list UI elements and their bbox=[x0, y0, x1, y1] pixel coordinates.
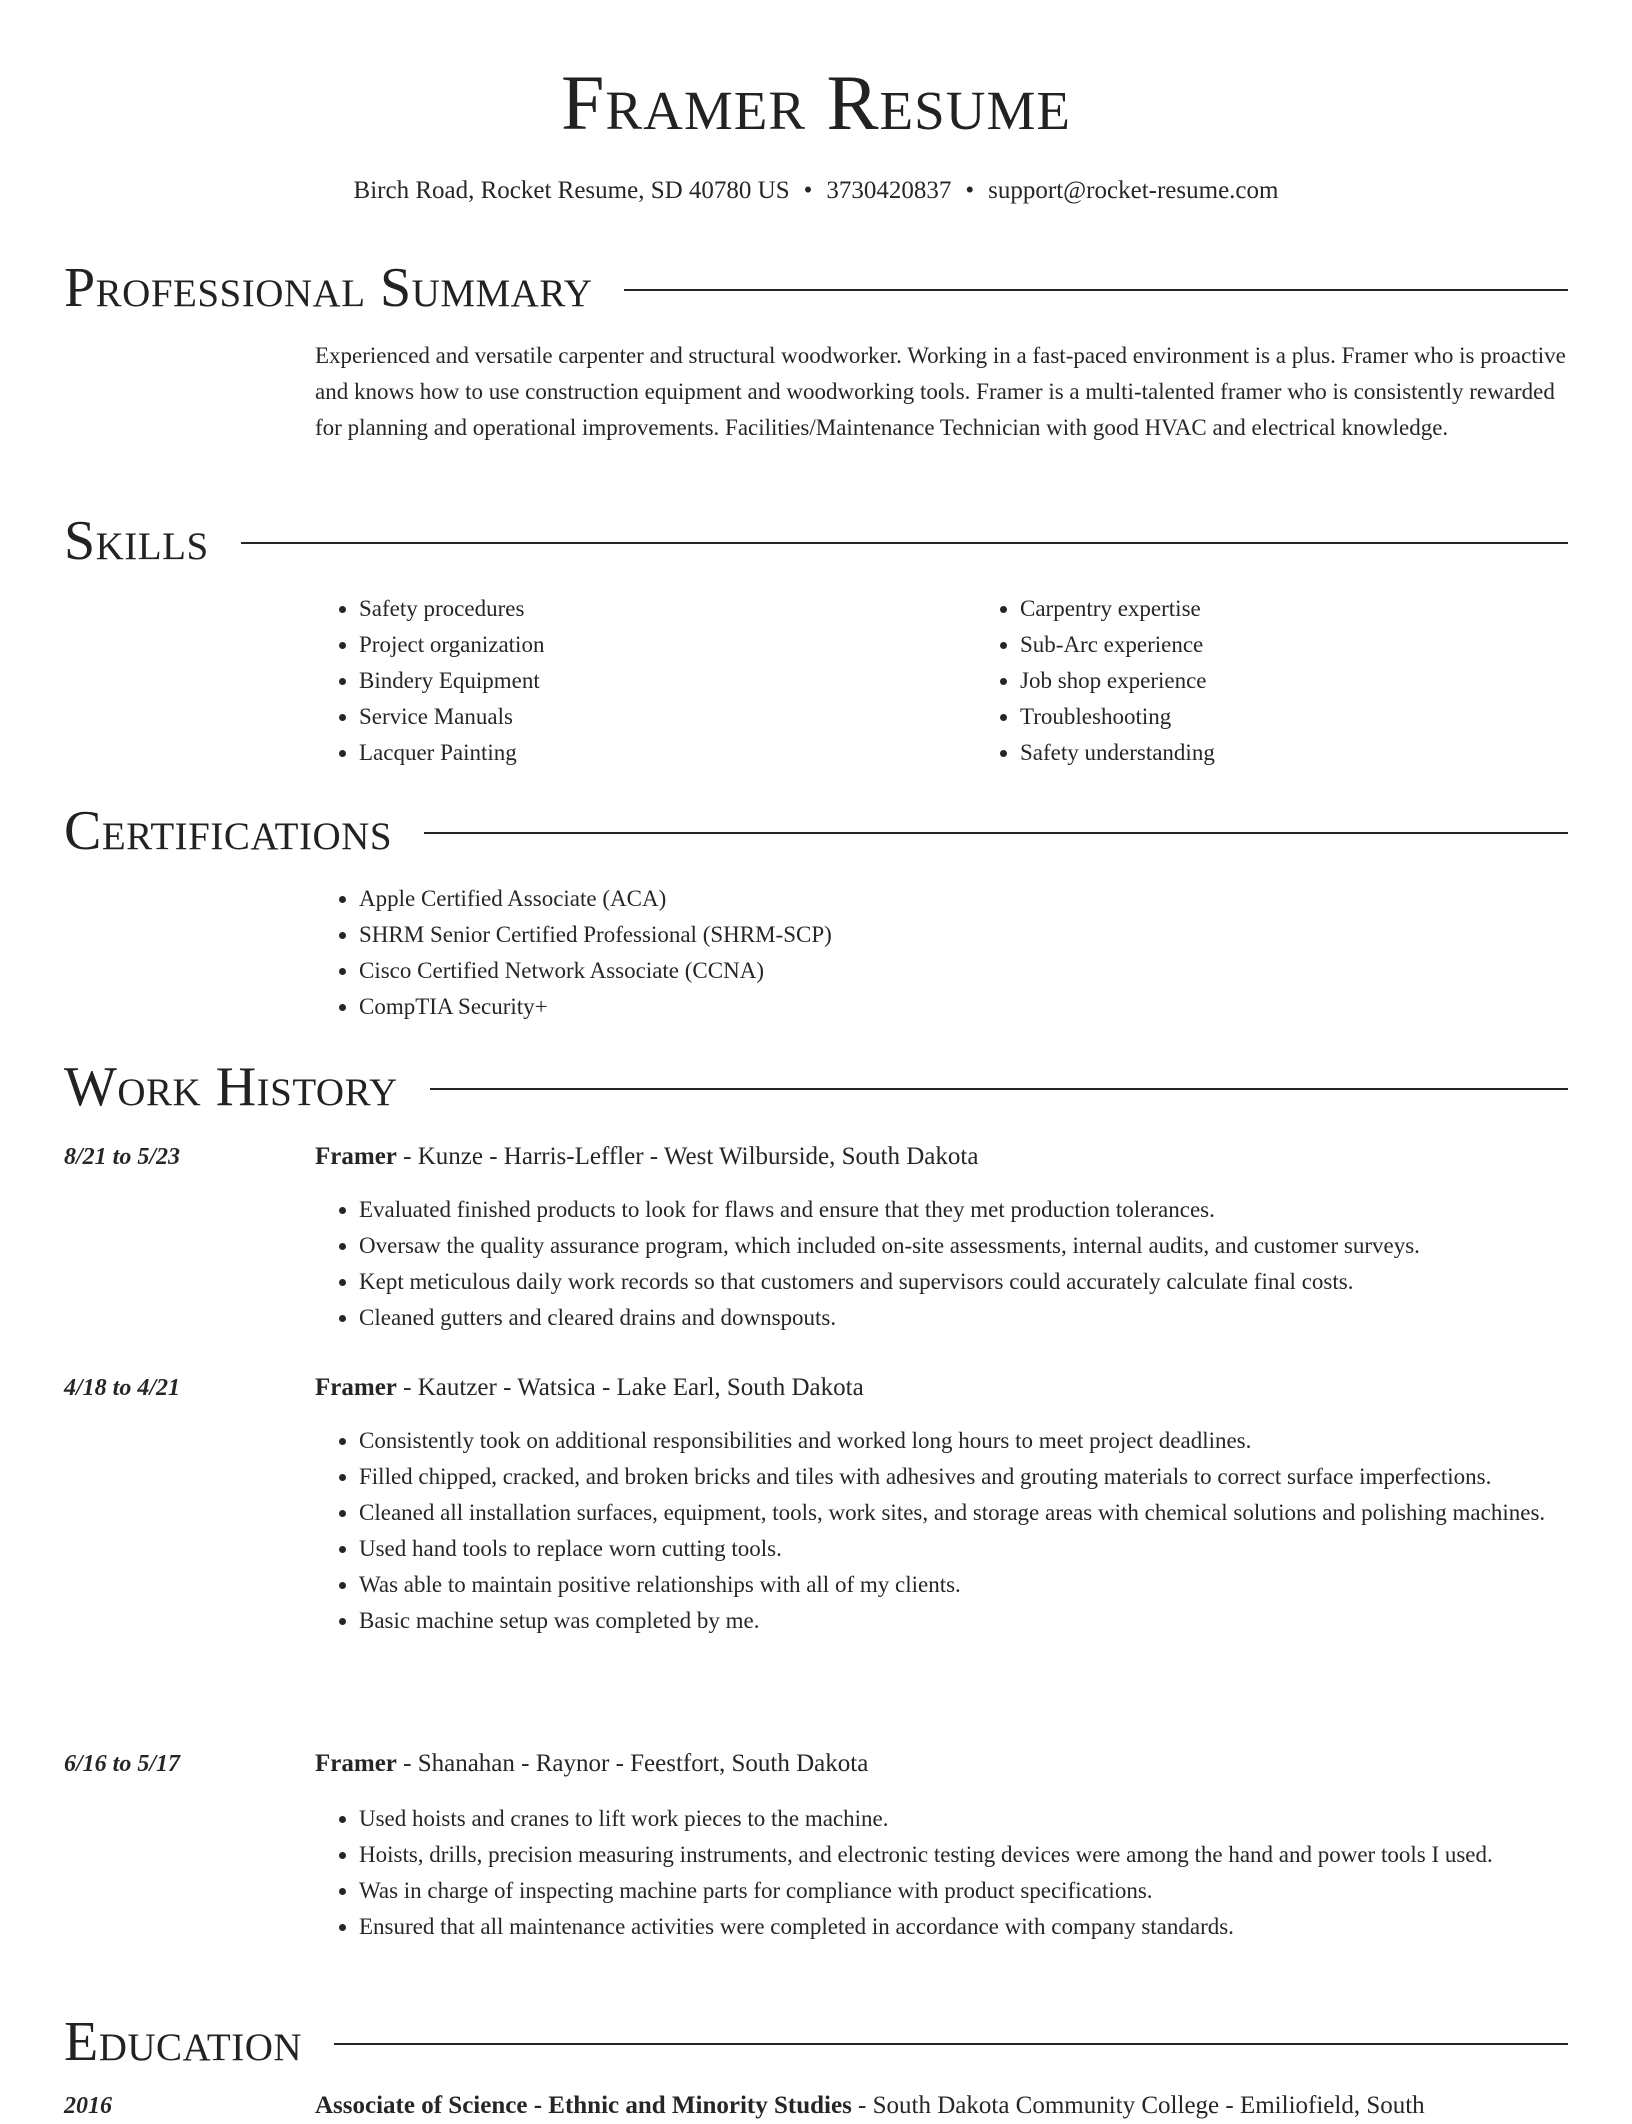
section-divider bbox=[241, 542, 1568, 544]
job-role: Framer bbox=[315, 1750, 397, 1777]
section-header-summary bbox=[64, 256, 1568, 320]
contact-line bbox=[64, 174, 1568, 208]
list-item: • Apple Certified Associate (ACA) bbox=[359, 881, 1568, 917]
list-item: • Was in charge of inspecting machine parts for compliance with product specifications. bbox=[359, 1873, 1568, 1909]
section-title: Work History bbox=[64, 1056, 398, 1118]
list-item: • Kept meticulous daily work records so that customers and supervisors could accurately calculate final costs. bbox=[359, 1264, 1568, 1300]
education-school: - South Dakota Community College - Emiliofield, South bbox=[851, 2092, 1425, 2119]
contact-separator: • bbox=[803, 177, 813, 204]
contact-phone: 3730420837 bbox=[826, 177, 952, 204]
contact-email: support@rocket-resume.com bbox=[988, 177, 1279, 204]
summary-text: Experienced and versatile carpenter and structural woodworker. Working in a fast-paced environment is a plus. Framer who is proactive and knows how to use construction equipment and woodworking tools. Framer is a multi-talented framer who is consistently rewarded for planning and operational improvements. Facilities/Maintenance Technician with good HVAC and electrical knowledge. bbox=[315, 343, 1566, 440]
list-item: • Carpentry expertise bbox=[1020, 591, 1632, 627]
section-title: Certifications bbox=[64, 800, 393, 862]
section-header-education bbox=[64, 2010, 1568, 2074]
section-header-skills bbox=[64, 509, 1568, 573]
list-item: • Job shop experience bbox=[1020, 663, 1632, 699]
list-item: • Cleaned gutters and cleared drains and downspouts. bbox=[359, 1300, 1568, 1336]
job-title bbox=[315, 1746, 1568, 1782]
job-employer: - Kautzer - Watsica - Lake Earl, South Dakota bbox=[396, 1374, 864, 1401]
education-year: 2016 bbox=[64, 2093, 112, 2119]
list-item: • Cisco Certified Network Associate (CCNA) bbox=[359, 953, 1568, 989]
list-item: • Used hand tools to replace worn cutting tools. bbox=[359, 1531, 1568, 1567]
list-item: • Oversaw the quality assurance program, which included on-site assessments, internal audits, and customer surveys. bbox=[359, 1228, 1568, 1264]
resume-name: Framer Resume bbox=[561, 59, 1071, 146]
section-title: Professional Summary bbox=[64, 257, 593, 319]
contact-separator: • bbox=[965, 177, 975, 204]
list-item: • Sub-Arc experience bbox=[1020, 627, 1632, 663]
job-role: Framer bbox=[315, 1374, 397, 1401]
list-item: • Troubleshooting bbox=[1020, 699, 1632, 735]
skills-column-right bbox=[976, 591, 1632, 771]
section-divider bbox=[424, 832, 1568, 834]
section-title: Skills bbox=[64, 510, 209, 572]
list-item: • CompTIA Security+ bbox=[359, 989, 1568, 1025]
list-item: • Safety procedures bbox=[359, 591, 976, 627]
list-item: • Bindery Equipment bbox=[359, 663, 976, 699]
list-item: • Project organization bbox=[359, 627, 976, 663]
job-bullets bbox=[315, 1801, 1568, 1945]
job-dates: 6/16 to 5/17 bbox=[64, 1751, 181, 1777]
section-divider bbox=[624, 289, 1568, 291]
job-bullets bbox=[315, 1423, 1568, 1639]
section-divider bbox=[334, 2043, 1568, 2045]
skills-column-left bbox=[315, 591, 976, 771]
list-item: • Ensured that all maintenance activities were completed in accordance with company standards. bbox=[359, 1909, 1568, 1945]
contact-address: Birch Road, Rocket Resume, SD 40780 US bbox=[353, 177, 790, 204]
section-header-certifications bbox=[64, 799, 1568, 863]
list-item: • Hoists, drills, precision measuring instruments, and electronic testing devices were among the hand and power tools I used. bbox=[359, 1837, 1568, 1873]
job-title bbox=[315, 1370, 1568, 1406]
job-dates: 8/21 to 5/23 bbox=[64, 1144, 181, 1170]
list-item: • Used hoists and cranes to lift work pieces to the machine. bbox=[359, 1801, 1568, 1837]
list-item: • Service Manuals bbox=[359, 699, 976, 735]
job-employer: - Kunze - Harris-Leffler - West Wilburside, South Dakota bbox=[396, 1143, 979, 1170]
section-header-work-history bbox=[64, 1055, 1568, 1119]
education-entry bbox=[315, 2088, 1568, 2124]
job-dates: 4/18 to 4/21 bbox=[64, 1375, 181, 1401]
list-item: • Safety understanding bbox=[1020, 735, 1632, 771]
list-item: • Basic machine setup was completed by me. bbox=[359, 1603, 1568, 1639]
job-role: Framer bbox=[315, 1143, 397, 1170]
list-item: • Cleaned all installation surfaces, equipment, tools, work sites, and storage areas with chemical solutions and polishing machines. bbox=[359, 1495, 1568, 1531]
job-title bbox=[315, 1139, 1568, 1175]
job-employer: - Shanahan - Raynor - Feestfort, South Dakota bbox=[396, 1750, 869, 1777]
job-bullets bbox=[315, 1192, 1568, 1336]
list-item: • Consistently took on additional responsibilities and worked long hours to meet project deadlines. bbox=[359, 1423, 1568, 1459]
list-item: • Was able to maintain positive relationships with all of my clients. bbox=[359, 1567, 1568, 1603]
list-item: • Filled chipped, cracked, and broken bricks and tiles with adhesives and grouting materials to correct surface imperfections. bbox=[359, 1459, 1568, 1495]
section-divider bbox=[430, 1088, 1568, 1090]
skills-list bbox=[315, 591, 1568, 771]
list-item: • SHRM Senior Certified Professional (SHRM-SCP) bbox=[359, 917, 1568, 953]
list-item: • Lacquer Painting bbox=[359, 735, 976, 771]
section-title: Education bbox=[64, 2011, 303, 2073]
education-degree: Associate of Science - Ethnic and Minority Studies bbox=[315, 2092, 852, 2119]
list-item: • Evaluated finished products to look for flaws and ensure that they met production tolerances. bbox=[359, 1192, 1568, 1228]
certifications-list bbox=[315, 881, 1568, 1025]
